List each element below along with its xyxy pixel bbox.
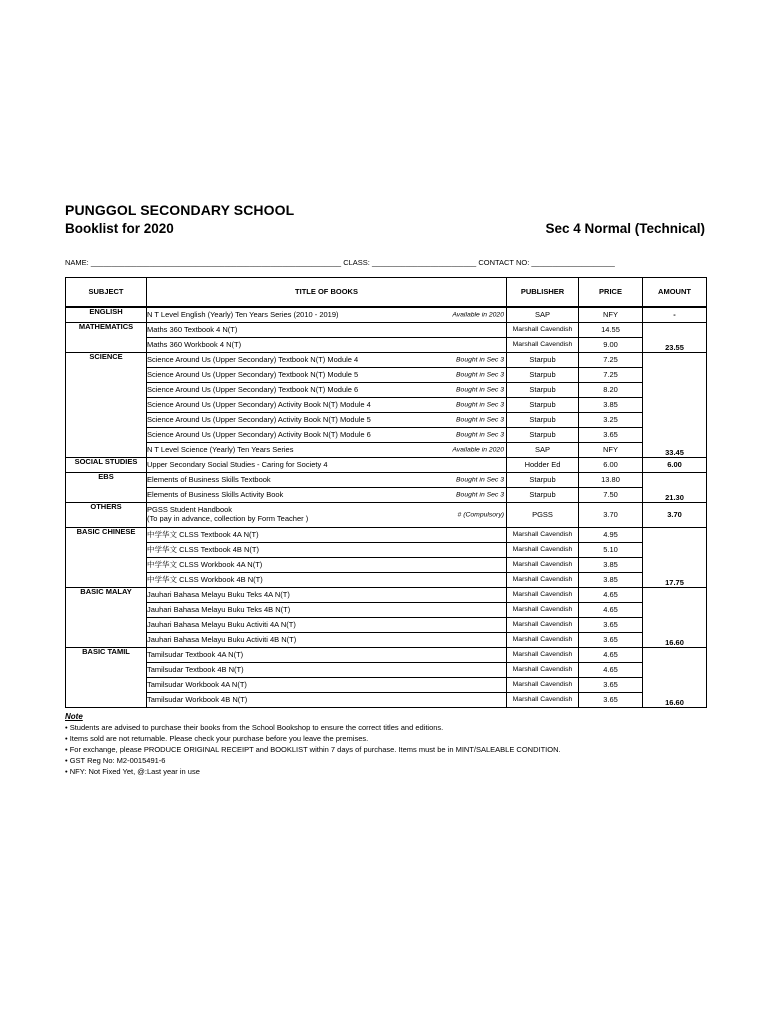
table-row <box>66 323 707 338</box>
book-title-cell <box>147 678 507 693</box>
table-row <box>66 458 707 473</box>
book-title-cell <box>147 307 507 323</box>
availability-note: Bought in Sec 3 <box>456 401 504 409</box>
publisher-cell: Marshall Cavendish <box>507 573 579 588</box>
book-title: Science Around Us (Upper Secondary) Textbook N(T) Module 5 <box>147 370 359 380</box>
price-cell: 7.25 <box>579 368 643 383</box>
amount-cell: 17.75 <box>643 528 707 588</box>
publisher-cell: Marshall Cavendish <box>507 528 579 543</box>
amount-cell: - <box>643 307 707 323</box>
book-title-cell <box>147 618 507 633</box>
subject-cell: OTHERS <box>66 503 147 528</box>
book-title-cell <box>147 443 507 458</box>
availability-note: Bought in Sec 3 <box>456 416 504 424</box>
book-title: Science Around Us (Upper Secondary) Activity Book N(T) Module 4 <box>147 400 371 410</box>
availability-note: # (Compulsory) <box>457 511 504 519</box>
note-item: • NFY: Not Fixed Yet, @:Last year in use <box>65 767 200 776</box>
table-row <box>66 428 707 443</box>
publisher-cell: Starpub <box>507 353 579 368</box>
subject-cell: EBS <box>66 473 147 503</box>
price-cell: 3.85 <box>579 398 643 413</box>
price-cell: 6.00 <box>579 458 643 473</box>
book-title-cell <box>147 543 507 558</box>
student-details-line: NAME: ____________________________________________________________ CLASS: _________________________ CONTACT NO: ____________________ <box>65 258 615 267</box>
book-title: N T Level English (Yearly) Ten Years Series (2010 - 2019) <box>147 310 339 320</box>
class-level: Sec 4 Normal (Technical) <box>545 221 705 236</box>
price-cell: NFY <box>579 443 643 458</box>
table-row <box>66 693 707 708</box>
book-title-extra: (To pay in advance, collection by Form Teacher ) <box>147 514 309 523</box>
table-row <box>66 307 707 323</box>
book-title: 中学华文 CLSS Workbook 4A N(T) <box>147 560 263 570</box>
table-row <box>66 558 707 573</box>
amount-cell: 33.45 <box>643 353 707 458</box>
publisher-cell: Marshall Cavendish <box>507 323 579 338</box>
price-cell: 3.85 <box>579 558 643 573</box>
table-row <box>66 338 707 353</box>
book-title: Tamilsudar Textbook 4B N(T) <box>147 665 244 675</box>
publisher-cell: Starpub <box>507 413 579 428</box>
price-cell: 4.65 <box>579 648 643 663</box>
price-cell: 3.65 <box>579 618 643 633</box>
publisher-cell: Starpub <box>507 398 579 413</box>
book-title-cell <box>147 413 507 428</box>
publisher-cell: Marshall Cavendish <box>507 603 579 618</box>
book-title: Science Around Us (Upper Secondary) Textbook N(T) Module 4 <box>147 355 359 365</box>
header-title: TITLE OF BOOKS <box>147 278 507 308</box>
publisher-cell: SAP <box>507 443 579 458</box>
book-title: Jauhari Bahasa Melayu Buku Teks 4B N(T) <box>147 605 291 615</box>
publisher-cell: Marshall Cavendish <box>507 338 579 353</box>
table-row <box>66 588 707 603</box>
booklist-table <box>65 277 707 708</box>
subject-cell: BASIC CHINESE <box>66 528 147 588</box>
book-title: Tamilsudar Textbook 4A N(T) <box>147 650 244 660</box>
header-publisher: PUBLISHER <box>507 278 579 308</box>
table-row <box>66 353 707 368</box>
availability-note: Bought in Sec 3 <box>456 371 504 379</box>
price-cell: 4.95 <box>579 528 643 543</box>
table-row <box>66 618 707 633</box>
book-title-cell <box>147 338 507 353</box>
book-title: Maths 360 Textbook 4 N(T) <box>147 325 238 335</box>
subject-cell: BASIC MALAY <box>66 588 147 648</box>
book-title-cell <box>147 648 507 663</box>
subject-cell: MATHEMATICS <box>66 323 147 353</box>
publisher-cell: PGSS <box>507 503 579 528</box>
subject-cell: SOCIAL STUDIES <box>66 458 147 473</box>
price-cell: 8.20 <box>579 383 643 398</box>
amount-cell: 16.60 <box>643 588 707 648</box>
book-title: Maths 360 Workbook 4 N(T) <box>147 340 242 350</box>
price-cell: 14.55 <box>579 323 643 338</box>
subject-cell: ENGLISH <box>66 307 147 323</box>
book-title-cell <box>147 398 507 413</box>
book-title-cell <box>147 633 507 648</box>
book-title-cell <box>147 473 507 488</box>
amount-cell: 23.55 <box>643 323 707 353</box>
school-name: PUNGGOL SECONDARY SCHOOL <box>65 202 295 218</box>
price-cell: 4.65 <box>579 603 643 618</box>
book-title: 中学华文 CLSS Workbook 4B N(T) <box>147 575 263 585</box>
book-title-cell <box>147 663 507 678</box>
price-cell: 4.65 <box>579 663 643 678</box>
publisher-cell: Marshall Cavendish <box>507 648 579 663</box>
book-title-cell <box>147 588 507 603</box>
book-title-block <box>147 506 308 523</box>
table-row <box>66 648 707 663</box>
availability-note: Available in 2020 <box>452 446 504 454</box>
table-row <box>66 473 707 488</box>
book-title: Jauhari Bahasa Melayu Buku Teks 4A N(T) <box>147 590 290 600</box>
publisher-cell: Marshall Cavendish <box>507 693 579 708</box>
book-title-cell <box>147 528 507 543</box>
table-body <box>66 307 707 708</box>
subject-cell: SCIENCE <box>66 353 147 458</box>
book-title: Jauhari Bahasa Melayu Buku Activiti 4A N(T) <box>147 620 296 630</box>
book-title-cell <box>147 428 507 443</box>
publisher-cell: SAP <box>507 307 579 323</box>
table-row <box>66 678 707 693</box>
book-title-cell <box>147 558 507 573</box>
book-title-cell <box>147 323 507 338</box>
book-title: Tamilsudar Workbook 4A N(T) <box>147 680 247 690</box>
publisher-cell: Marshall Cavendish <box>507 663 579 678</box>
publisher-cell: Starpub <box>507 368 579 383</box>
book-title-cell <box>147 503 507 528</box>
publisher-cell: Starpub <box>507 383 579 398</box>
table-row <box>66 633 707 648</box>
publisher-cell: Marshall Cavendish <box>507 618 579 633</box>
price-cell: 13.80 <box>579 473 643 488</box>
amount-cell: 21.30 <box>643 473 707 503</box>
book-title: Tamilsudar Workbook 4B N(T) <box>147 695 248 705</box>
availability-note: Bought in Sec 3 <box>456 386 504 394</box>
price-cell: 7.50 <box>579 488 643 503</box>
note-item: • Students are advised to purchase their books from the School Bookshop to ensure the correct titles and editions. <box>65 723 444 732</box>
book-title-cell <box>147 488 507 503</box>
book-title: Jauhari Bahasa Melayu Buku Activiti 4B N(T) <box>147 635 297 645</box>
header-amount: AMOUNT <box>643 278 707 308</box>
book-title-cell <box>147 383 507 398</box>
price-cell: 7.25 <box>579 353 643 368</box>
amount-cell: 3.70 <box>643 503 707 528</box>
amount-cell: 6.00 <box>643 458 707 473</box>
book-title-cell <box>147 573 507 588</box>
note-item: • GST Reg No: M2-0015491-6 <box>65 756 166 765</box>
price-cell: 3.85 <box>579 573 643 588</box>
book-title-cell <box>147 353 507 368</box>
book-title: Elements of Business Skills Textbook <box>147 475 271 485</box>
availability-note: Bought in Sec 3 <box>456 491 504 499</box>
book-title: 中学华文 CLSS Textbook 4B N(T) <box>147 545 259 555</box>
price-cell: 5.10 <box>579 543 643 558</box>
header-price: PRICE <box>579 278 643 308</box>
table-row <box>66 383 707 398</box>
book-title: Science Around Us (Upper Secondary) Activity Book N(T) Module 6 <box>147 430 371 440</box>
publisher-cell: Marshall Cavendish <box>507 558 579 573</box>
publisher-cell: Marshall Cavendish <box>507 588 579 603</box>
book-title: 中学华文 CLSS Textbook 4A N(T) <box>147 530 259 540</box>
notes-heading: Note <box>65 712 83 721</box>
publisher-cell: Marshall Cavendish <box>507 678 579 693</box>
table-row <box>66 443 707 458</box>
subject-cell: BASIC TAMIL <box>66 648 147 708</box>
publisher-cell: Marshall Cavendish <box>507 633 579 648</box>
book-title: N T Level Science (Yearly) Ten Years Series <box>147 445 294 455</box>
price-cell: 4.65 <box>579 588 643 603</box>
book-title: Upper Secondary Social Studies - Caring for Society 4 <box>147 460 328 470</box>
availability-note: Bought in Sec 3 <box>456 476 504 484</box>
publisher-cell: Starpub <box>507 428 579 443</box>
table-row <box>66 603 707 618</box>
book-title: Science Around Us (Upper Secondary) Textbook N(T) Module 6 <box>147 385 359 395</box>
price-cell: 3.65 <box>579 633 643 648</box>
price-cell: NFY <box>579 307 643 323</box>
availability-note: Bought in Sec 3 <box>456 431 504 439</box>
header-subject: SUBJECT <box>66 278 147 308</box>
notes-section <box>65 711 561 777</box>
table-row <box>66 543 707 558</box>
booklist-title: Booklist for 2020 <box>65 221 174 236</box>
table-row <box>66 573 707 588</box>
price-cell: 3.65 <box>579 428 643 443</box>
table-row <box>66 488 707 503</box>
book-title-cell <box>147 603 507 618</box>
price-cell: 9.00 <box>579 338 643 353</box>
book-title-cell <box>147 368 507 383</box>
publisher-cell: Starpub <box>507 488 579 503</box>
price-cell: 3.70 <box>579 503 643 528</box>
amount-cell: 16.60 <box>643 648 707 708</box>
availability-note: Bought in Sec 3 <box>456 356 504 364</box>
table-row <box>66 503 707 528</box>
publisher-cell: Hodder Ed <box>507 458 579 473</box>
availability-note: Available in 2020 <box>452 311 504 319</box>
table-row <box>66 528 707 543</box>
book-title: Elements of Business Skills Activity Book <box>147 490 284 500</box>
table-row <box>66 398 707 413</box>
table-row <box>66 413 707 428</box>
book-title-cell <box>147 458 507 473</box>
book-title-cell <box>147 693 507 708</box>
publisher-cell: Marshall Cavendish <box>507 543 579 558</box>
table-row <box>66 663 707 678</box>
table-header-row <box>66 278 707 308</box>
note-item: • Items sold are not returnable. Please check your purchase before you leave the premises. <box>65 734 369 743</box>
publisher-cell: Starpub <box>507 473 579 488</box>
price-cell: 3.65 <box>579 678 643 693</box>
book-title: PGSS Student Handbook <box>147 505 233 515</box>
note-item: • For exchange, please PRODUCE ORIGINAL RECEIPT and BOOKLIST within 7 days of purchase. Items must be in MINT/SALEABLE CONDITION. <box>65 745 561 754</box>
price-cell: 3.65 <box>579 693 643 708</box>
book-title: Science Around Us (Upper Secondary) Activity Book N(T) Module 5 <box>147 415 371 425</box>
price-cell: 3.25 <box>579 413 643 428</box>
table-row <box>66 368 707 383</box>
